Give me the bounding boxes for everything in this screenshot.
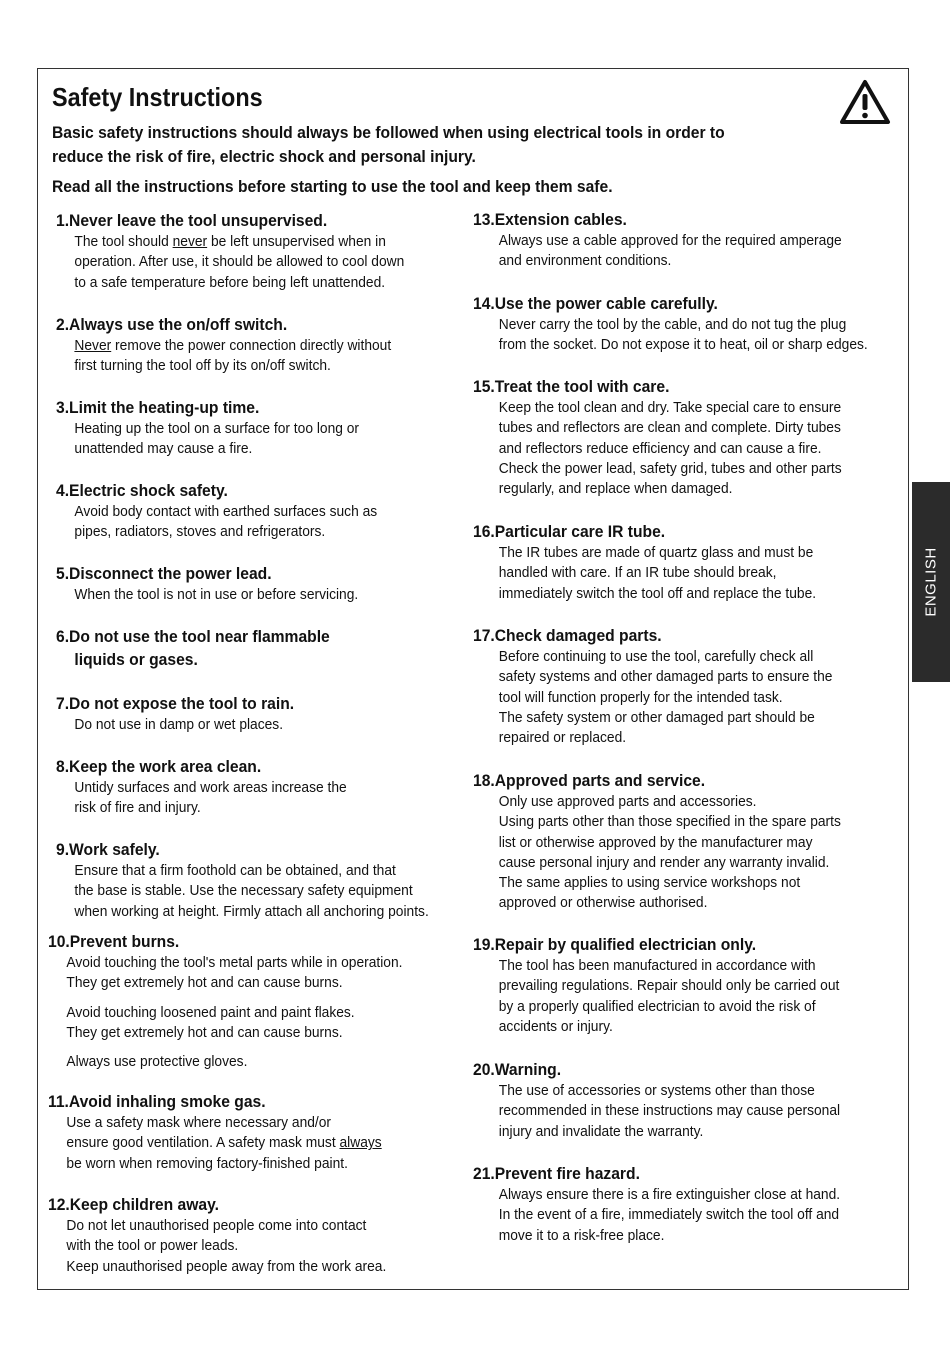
instruction-line: Before continuing to use the tool, carefully check all — [498, 648, 814, 665]
instruction-line: recommended in these instructions may cause personal — [498, 1102, 841, 1120]
instruction-line: Ensure that a firm foothold can be obtained, and that — [74, 862, 396, 879]
instruction-title: Limit the heating-up time. — [69, 398, 260, 417]
instruction-number: 10. — [48, 932, 70, 951]
instruction-heading — [473, 208, 842, 231]
instruction-line: to a safe temperature before being left unattended. — [74, 273, 386, 291]
intro-line-1: Basic safety instructions should always be followed when using electrical tools in order to — [52, 123, 725, 142]
instruction-heading — [56, 838, 429, 861]
instruction-body — [56, 336, 391, 377]
intro-line-2: reduce the risk of fire, electric shock and personal injury. — [52, 147, 476, 166]
instruction-title: Disconnect the power lead. — [69, 564, 272, 583]
instruction-item — [56, 209, 435, 293]
instruction-title: Particular care IR tube. — [494, 522, 666, 541]
instruction-line: Do not let unauthorised people come into contact — [66, 1217, 367, 1234]
instruction-item — [56, 838, 461, 922]
instruction-title: Check damaged parts. — [494, 626, 662, 645]
instruction-line: pipes, radiators, stoves and refrigerators. — [74, 523, 326, 541]
instruction-title-continued: liquids or gases. — [74, 650, 198, 669]
instruction-line: approved or otherwise authorised. — [498, 894, 708, 912]
instruction-title: Work safely. — [69, 840, 160, 859]
instruction-line: immediately switch the tool off and replace the tube. — [498, 584, 817, 602]
instruction-heading — [56, 562, 358, 585]
instruction-line: Heating up the tool on a surface for too long or — [74, 420, 360, 437]
instruction-line: from the socket. Do not expose it to heat, oil or sharp edges. — [498, 336, 868, 354]
instruction-item — [56, 625, 354, 671]
instruction-line: injury and invalidate the warranty. — [498, 1122, 704, 1140]
instruction-item — [473, 292, 902, 356]
paragraph-gap — [66, 1043, 402, 1052]
instruction-item — [473, 769, 873, 914]
instruction-item — [473, 375, 874, 499]
instruction-title: Prevent burns. — [69, 932, 180, 951]
instruction-number: 6. — [56, 627, 70, 646]
instruction-line: Always use protective gloves. — [66, 1053, 248, 1071]
instruction-item — [473, 1162, 872, 1246]
instruction-title: Warning. — [494, 1060, 562, 1079]
instruction-number: 17. — [473, 626, 495, 645]
instruction-body — [56, 715, 294, 735]
language-tab — [912, 482, 950, 682]
instruction-line: by a properly qualified electrician to avoid the risk of — [498, 997, 816, 1015]
instruction-body — [48, 1113, 382, 1174]
instruction-title: Never leave the tool unsupervised. — [69, 211, 328, 230]
instruction-line: tubes and reflectors are clean and complete. Dirty tubes — [498, 419, 841, 437]
instruction-line: risk of fire and injury. — [74, 799, 201, 817]
instruction-body — [56, 502, 377, 543]
warning-triangle-icon — [838, 78, 892, 126]
instruction-item — [56, 562, 385, 605]
instruction-title: Approved parts and service. — [494, 771, 706, 790]
instruction-line: Never remove the power connection directly without — [74, 337, 392, 354]
instruction-number: 20. — [473, 1060, 495, 1079]
instruction-title: Avoid inhaling smoke gas. — [68, 1092, 266, 1111]
instruction-body — [473, 543, 816, 604]
instruction-item — [56, 755, 372, 819]
emphasis-underline: Never — [74, 337, 112, 354]
instruction-line: the base is stable. Use the necessary safety equipment — [74, 882, 413, 900]
instruction-line: The IR tubes are made of quartz glass and must be — [498, 544, 814, 561]
instruction-item — [473, 208, 874, 272]
instruction-body — [56, 232, 404, 293]
instruction-body — [473, 1185, 840, 1246]
instruction-heading — [56, 755, 347, 778]
instruction-line: handled with care. If an IR tube should break, — [498, 564, 777, 582]
instruction-body — [473, 647, 832, 748]
instruction-number: 18. — [473, 771, 495, 790]
instruction-number: 12. — [48, 1195, 70, 1214]
instruction-line: cause personal injury and render any warranty invalid. — [498, 853, 830, 871]
instruction-heading — [48, 1193, 386, 1216]
instruction-item — [473, 624, 864, 748]
instruction-number: 15. — [473, 377, 495, 396]
instruction-line: When the tool is not in use or before servicing. — [74, 586, 359, 603]
instruction-item — [56, 313, 420, 377]
instruction-number: 2. — [56, 315, 70, 334]
instruction-item — [48, 930, 433, 1072]
instruction-number: 4. — [56, 481, 70, 500]
instruction-line: list or otherwise approved by the manufacturer may — [498, 833, 813, 851]
instruction-number: 5. — [56, 564, 70, 583]
instruction-heading — [56, 313, 391, 336]
instruction-line: The safety system or other damaged part should be — [498, 708, 815, 726]
instruction-title: Extension cables. — [494, 210, 627, 229]
instruction-title: Keep children away. — [69, 1195, 219, 1214]
instruction-line: In the event of a fire, immediately switch the tool off and — [498, 1206, 840, 1224]
instruction-line: tool will function properly for the intended task. — [498, 688, 783, 706]
instruction-number: 21. — [473, 1164, 495, 1183]
instruction-line: ensure good ventilation. A safety mask must always — [66, 1134, 382, 1152]
instruction-line: Keep the tool clean and dry. Take special care to ensure — [498, 399, 842, 416]
instruction-line: regularly, and replace when damaged. — [498, 480, 733, 498]
instruction-title: Electric shock safety. — [69, 481, 228, 500]
instruction-number: 9. — [56, 840, 70, 859]
instruction-line: The tool has been manufactured in accordance with — [498, 957, 816, 974]
instruction-heading — [48, 930, 402, 953]
instruction-number: 16. — [473, 522, 495, 541]
instruction-heading — [56, 396, 359, 419]
instruction-line: Avoid body contact with earthed surfaces such as — [74, 503, 378, 520]
instruction-item — [48, 1090, 411, 1174]
instruction-line: Use a safety mask where necessary and/or — [66, 1114, 332, 1131]
instruction-number: 11. — [48, 1092, 69, 1111]
instruction-line: Always ensure there is a fire extinguisher close at hand. — [498, 1186, 841, 1203]
instruction-line: first turning the tool off by its on/off switch. — [74, 357, 331, 375]
instruction-heading — [473, 624, 832, 647]
instruction-line: unattended may cause a fire. — [74, 440, 253, 458]
instruction-item — [473, 520, 846, 604]
instruction-number: 13. — [473, 210, 495, 229]
instruction-heading — [56, 692, 294, 715]
emphasis-underline: never — [172, 233, 208, 250]
instruction-body — [473, 231, 842, 272]
instruction-line: Do not use in damp or wet places. — [74, 716, 284, 733]
emphasis-underline: always — [339, 1134, 382, 1152]
instruction-line: Avoid touching loosened paint and paint flakes. — [66, 1003, 355, 1021]
instruction-line: Using parts other than those specified in the spare parts — [498, 813, 841, 831]
instruction-line: safety systems and other damaged parts to ensure the — [498, 668, 833, 686]
instruction-line: Always use a cable approved for the required amperage — [498, 232, 842, 249]
instruction-line: The same applies to using service workshops not — [498, 874, 801, 892]
instruction-body — [473, 792, 841, 914]
instruction-title: Prevent fire hazard. — [494, 1164, 640, 1183]
paragraph-gap — [66, 994, 402, 1003]
instruction-heading — [56, 625, 330, 671]
instruction-body — [48, 1216, 386, 1277]
instruction-heading — [473, 520, 816, 543]
instruction-line: They get extremely hot and can cause burns. — [66, 1023, 343, 1041]
instruction-line: The use of accessories or systems other than those — [498, 1082, 815, 1099]
instruction-line: Keep unauthorised people away from the work area. — [66, 1257, 387, 1275]
instruction-body — [473, 398, 842, 499]
page-title: Safety Instructions — [52, 82, 263, 112]
instruction-line: when working at height. Firmly attach all anchoring points. — [74, 902, 429, 920]
instruction-title: Do not use the tool near flammable — [69, 627, 330, 646]
language-tab-label: ENGLISH — [922, 547, 940, 617]
instruction-item — [473, 933, 871, 1037]
instruction-line: Untidy surfaces and work areas increase the — [74, 779, 347, 796]
instruction-line: The tool should never be left unsupervised when in — [74, 233, 386, 250]
instruction-line: prevailing regulations. Repair should only be carried out — [498, 977, 840, 995]
instruction-item — [56, 479, 405, 543]
instruction-heading — [56, 209, 404, 232]
instruction-line: and environment conditions. — [498, 252, 672, 270]
instruction-body — [473, 956, 839, 1037]
instruction-number: 8. — [56, 757, 70, 776]
instruction-heading — [473, 769, 841, 792]
instruction-body — [48, 953, 402, 1072]
instruction-line: and reflectors reduce efficiency and can cause a fire. — [498, 439, 822, 457]
instruction-line: operation. After use, it should be allowed to cool down — [74, 253, 405, 271]
instruction-item — [56, 692, 315, 735]
instruction-line: Check the power lead, safety grid, tubes and other parts — [498, 459, 842, 477]
instruction-item — [48, 1193, 416, 1277]
instruction-body — [56, 778, 347, 819]
instruction-title: Keep the work area clean. — [69, 757, 262, 776]
instruction-line: be worn when removing factory-finished paint. — [66, 1154, 348, 1172]
instruction-heading — [48, 1090, 382, 1113]
instruction-number: 7. — [56, 694, 70, 713]
instruction-line: Avoid touching the tool's metal parts while in operation. — [66, 954, 403, 971]
instruction-title: Always use the on/off switch. — [69, 315, 288, 334]
instruction-body — [56, 585, 358, 605]
instruction-line: move it to a risk-free place. — [498, 1226, 665, 1244]
instruction-title: Treat the tool with care. — [494, 377, 670, 396]
instruction-heading — [473, 292, 868, 315]
instruction-title: Use the power cable carefully. — [494, 294, 718, 313]
instruction-line: with the tool or power leads. — [66, 1237, 239, 1255]
instruction-heading — [473, 1162, 840, 1185]
instruction-heading — [56, 479, 377, 502]
instruction-title: Do not expose the tool to rain. — [69, 694, 295, 713]
instruction-heading — [473, 375, 842, 398]
instruction-number: 3. — [56, 398, 70, 417]
instruction-body — [473, 1081, 840, 1142]
instruction-item — [473, 1058, 872, 1142]
instruction-line: repaired or replaced. — [498, 729, 627, 747]
instruction-number: 14. — [473, 294, 495, 313]
instruction-line: accidents or injury. — [498, 1017, 613, 1035]
instruction-body — [56, 861, 429, 922]
instruction-heading — [473, 1058, 840, 1081]
instruction-line: Never carry the tool by the cable, and do not tug the plug — [498, 316, 847, 333]
instruction-line: Only use approved parts and accessories. — [498, 793, 757, 810]
instruction-number: 1. — [56, 211, 70, 230]
instruction-title: Repair by qualified electrician only. — [494, 935, 757, 954]
instruction-line: They get extremely hot and can cause burns. — [66, 974, 343, 992]
instruction-body — [56, 419, 359, 460]
instruction-item — [56, 396, 385, 460]
read-all-notice: Read all the instructions before starting to use the tool and keep them safe. — [52, 177, 613, 196]
instruction-body — [473, 315, 868, 356]
instruction-number: 19. — [473, 935, 495, 954]
instruction-heading — [473, 933, 839, 956]
